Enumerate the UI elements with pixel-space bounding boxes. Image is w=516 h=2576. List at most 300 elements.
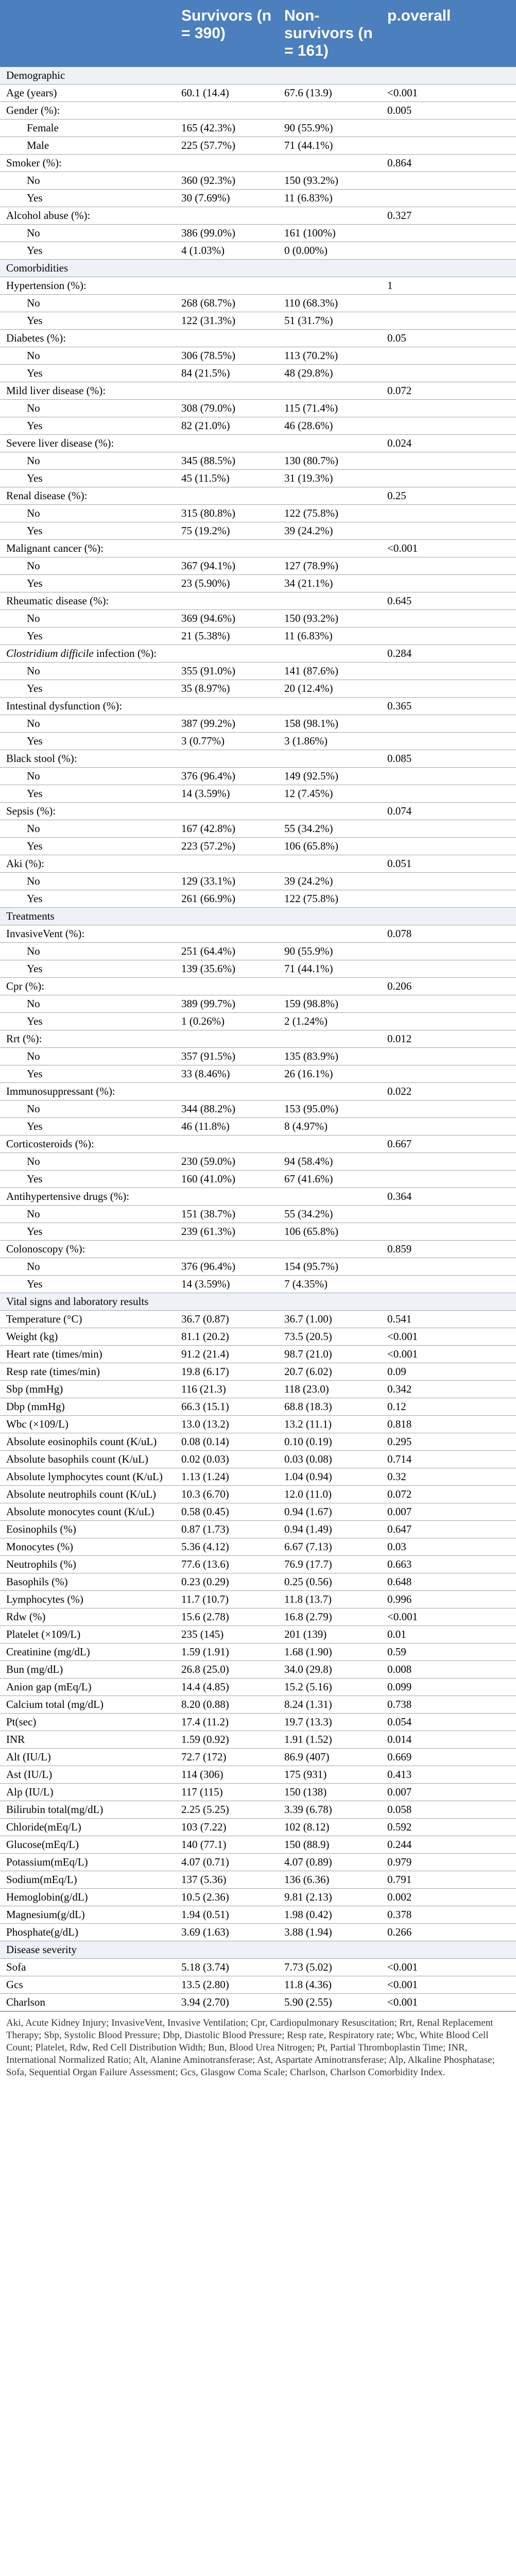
cell-variable: Yes bbox=[0, 1118, 175, 1136]
table-row bbox=[0, 1538, 516, 1556]
subcategory-row bbox=[0, 943, 516, 960]
cell-variable: No bbox=[0, 225, 175, 242]
cell-p-value bbox=[381, 295, 516, 312]
cell-p-value: 0.996 bbox=[381, 1591, 516, 1608]
cell-nonsurvivors bbox=[278, 207, 381, 225]
cell-p-value: <0.001 bbox=[381, 1346, 516, 1363]
cell-survivors: 5.36 (4.12) bbox=[175, 1538, 278, 1556]
cell-survivors: 77.6 (13.6) bbox=[175, 1556, 278, 1573]
table-row bbox=[0, 102, 516, 120]
cell-variable: No bbox=[0, 505, 175, 522]
subcategory-row bbox=[0, 557, 516, 575]
cell-survivors: 0.87 (1.73) bbox=[175, 1521, 278, 1538]
subcategory-row bbox=[0, 663, 516, 680]
cell-variable: No bbox=[0, 1048, 175, 1065]
table-row bbox=[0, 382, 516, 400]
cell-p-value: 0.413 bbox=[381, 1766, 516, 1784]
cell-nonsurvivors: 149 (92.5%) bbox=[278, 768, 381, 785]
cell-p-value bbox=[381, 1048, 516, 1065]
cell-nonsurvivors: 76.9 (17.7) bbox=[278, 1556, 381, 1573]
cell-p-value: 0.024 bbox=[381, 435, 516, 452]
subcategory-row bbox=[0, 522, 516, 540]
cell-variable: Yes bbox=[0, 960, 175, 978]
cell-variable: Weight (kg) bbox=[0, 1328, 175, 1346]
subcategory-row bbox=[0, 505, 516, 522]
cell-nonsurvivors: 68.8 (18.3) bbox=[278, 1398, 381, 1416]
cell-p-value: <0.001 bbox=[381, 1976, 516, 1994]
cell-p-value bbox=[381, 470, 516, 487]
cell-variable: Absolute neutrophils count (K/uL) bbox=[0, 1486, 175, 1503]
cell-variable: Vital signs and laboratory results bbox=[0, 1293, 175, 1311]
cell-nonsurvivors: 154 (95.7%) bbox=[278, 1258, 381, 1276]
cell-nonsurvivors: 6.67 (7.13) bbox=[278, 1538, 381, 1556]
cell-p-value bbox=[381, 680, 516, 698]
cell-nonsurvivors: 2 (1.24%) bbox=[278, 1013, 381, 1030]
cell-variable: Gcs bbox=[0, 1976, 175, 1994]
cell-p-value: 0.03 bbox=[381, 1538, 516, 1556]
cell-nonsurvivors bbox=[278, 803, 381, 820]
section-row bbox=[0, 260, 516, 277]
cell-variable: Intestinal dysfunction (%): bbox=[0, 698, 175, 715]
table-row bbox=[0, 1346, 516, 1363]
cell-survivors: 23 (5.90%) bbox=[175, 575, 278, 592]
cell-nonsurvivors bbox=[278, 1030, 381, 1048]
cell-variable: Creatinine (mg/dL) bbox=[0, 1643, 175, 1661]
cell-variable: Yes bbox=[0, 628, 175, 645]
cell-p-value bbox=[381, 1100, 516, 1118]
subcategory-row bbox=[0, 995, 516, 1013]
cell-nonsurvivors: 0 (0.00%) bbox=[278, 242, 381, 260]
cell-p-value: 0.647 bbox=[381, 1521, 516, 1538]
cell-survivors: 13.5 (2.80) bbox=[175, 1976, 278, 1994]
cell-survivors: 33 (8.46%) bbox=[175, 1065, 278, 1083]
cell-variable: Temperature (°C) bbox=[0, 1311, 175, 1328]
cell-nonsurvivors: 106 (65.8%) bbox=[278, 838, 381, 855]
subcategory-row bbox=[0, 960, 516, 978]
cell-nonsurvivors: 150 (138) bbox=[278, 1784, 381, 1801]
table-row bbox=[0, 1626, 516, 1643]
cell-p-value bbox=[381, 575, 516, 592]
table-row bbox=[0, 1959, 516, 1976]
cell-variable: Diabetes (%): bbox=[0, 330, 175, 347]
cell-nonsurvivors: 31 (19.3%) bbox=[278, 470, 381, 487]
cell-variable: Treatments bbox=[0, 908, 175, 925]
table-row bbox=[0, 277, 516, 295]
cell-variable: No bbox=[0, 995, 175, 1013]
table-row bbox=[0, 207, 516, 225]
cell-p-value: 0.32 bbox=[381, 1468, 516, 1486]
subcategory-row bbox=[0, 785, 516, 803]
table-row bbox=[0, 84, 516, 102]
cell-p-value bbox=[381, 1065, 516, 1083]
cell-survivors: 345 (88.5%) bbox=[175, 452, 278, 470]
cell-p-value: 0.645 bbox=[381, 592, 516, 610]
subcategory-row bbox=[0, 417, 516, 435]
cell-p-value bbox=[381, 838, 516, 855]
cell-variable: Potassium(mEq/L) bbox=[0, 1854, 175, 1871]
cell-variable: No bbox=[0, 1100, 175, 1118]
cell-variable: Antihypertensive drugs (%): bbox=[0, 1188, 175, 1206]
cell-survivors: 367 (94.1%) bbox=[175, 557, 278, 575]
cell-survivors: 151 (38.7%) bbox=[175, 1206, 278, 1223]
table-row bbox=[0, 1416, 516, 1433]
cell-survivors: 1.94 (0.51) bbox=[175, 1906, 278, 1924]
cell-survivors bbox=[175, 207, 278, 225]
cell-p-value bbox=[381, 172, 516, 190]
cell-nonsurvivors: 39 (24.2%) bbox=[278, 522, 381, 540]
cell-p-value bbox=[381, 768, 516, 785]
subcategory-row bbox=[0, 733, 516, 750]
cell-variable: Neutrophils (%) bbox=[0, 1556, 175, 1573]
cell-survivors: 369 (94.6%) bbox=[175, 610, 278, 628]
cell-p-value bbox=[381, 347, 516, 365]
cell-nonsurvivors bbox=[278, 382, 381, 400]
cell-variable: Yes bbox=[0, 1013, 175, 1030]
cell-nonsurvivors bbox=[278, 435, 381, 452]
table-row bbox=[0, 1696, 516, 1714]
cell-p-value: <0.001 bbox=[381, 1959, 516, 1976]
cell-p-value bbox=[381, 610, 516, 628]
cell-survivors bbox=[175, 645, 278, 663]
cell-variable: Absolute monocytes count (K/uL) bbox=[0, 1503, 175, 1521]
subcategory-row bbox=[0, 768, 516, 785]
cell-survivors: 167 (42.8%) bbox=[175, 820, 278, 838]
cell-p-value: 1 bbox=[381, 277, 516, 295]
cell-p-value: 0.09 bbox=[381, 1363, 516, 1381]
cell-nonsurvivors: 135 (83.9%) bbox=[278, 1048, 381, 1065]
subcategory-row bbox=[0, 242, 516, 260]
cell-survivors: 91.2 (21.4) bbox=[175, 1346, 278, 1363]
cell-variable: Smoker (%): bbox=[0, 155, 175, 172]
cell-nonsurvivors bbox=[278, 487, 381, 505]
cell-survivors bbox=[175, 1030, 278, 1048]
cell-variable: No bbox=[0, 820, 175, 838]
cell-variable: Yes bbox=[0, 312, 175, 330]
cell-variable: Hypertension (%): bbox=[0, 277, 175, 295]
table-row bbox=[0, 1924, 516, 1941]
subcategory-row bbox=[0, 172, 516, 190]
cell-p-value: 0.012 bbox=[381, 1030, 516, 1048]
cell-variable: Rrt (%): bbox=[0, 1030, 175, 1048]
subcategory-row bbox=[0, 190, 516, 207]
cell-variable: Sofa bbox=[0, 1959, 175, 1976]
cell-variable: Eosinophils (%) bbox=[0, 1521, 175, 1538]
cell-survivors bbox=[175, 978, 278, 995]
cell-survivors bbox=[175, 698, 278, 715]
cell-variable: No bbox=[0, 172, 175, 190]
cell-nonsurvivors: 11.8 (13.7) bbox=[278, 1591, 381, 1608]
cell-nonsurvivors bbox=[278, 102, 381, 120]
cell-survivors: 165 (42.3%) bbox=[175, 120, 278, 137]
cell-p-value bbox=[381, 960, 516, 978]
cell-p-value: 0.592 bbox=[381, 1819, 516, 1836]
cell-survivors: 0.23 (0.29) bbox=[175, 1573, 278, 1591]
cell-survivors bbox=[175, 803, 278, 820]
cell-variable: Absolute eosinophils count (K/uL) bbox=[0, 1433, 175, 1451]
section-row bbox=[0, 67, 516, 84]
table-row bbox=[0, 1749, 516, 1766]
cell-variable: Clostridium difficile infection (%): bbox=[0, 645, 175, 663]
cell-nonsurvivors: 71 (44.1%) bbox=[278, 137, 381, 155]
cell-nonsurvivors: 8 (4.97%) bbox=[278, 1118, 381, 1136]
subcategory-row bbox=[0, 452, 516, 470]
cell-variable: Hemoglobin(g/dL) bbox=[0, 1889, 175, 1906]
cell-variable: Aki (%): bbox=[0, 855, 175, 873]
cell-nonsurvivors: 3 (1.86%) bbox=[278, 733, 381, 750]
cell-variable: Yes bbox=[0, 733, 175, 750]
cell-p-value: 0.206 bbox=[381, 978, 516, 995]
cell-variable: Yes bbox=[0, 680, 175, 698]
cell-p-value bbox=[381, 715, 516, 733]
cell-variable: Heart rate (times/min) bbox=[0, 1346, 175, 1363]
cell-nonsurvivors: 9.81 (2.13) bbox=[278, 1889, 381, 1906]
cell-nonsurvivors: 1.68 (1.90) bbox=[278, 1643, 381, 1661]
cell-p-value: <0.001 bbox=[381, 540, 516, 557]
cell-variable: No bbox=[0, 610, 175, 628]
cell-p-value bbox=[381, 1223, 516, 1241]
cell-p-value: <0.001 bbox=[381, 1994, 516, 2011]
table-row bbox=[0, 1766, 516, 1784]
cell-p-value bbox=[381, 1153, 516, 1171]
table-row bbox=[0, 1871, 516, 1889]
cell-nonsurvivors bbox=[278, 1941, 381, 1959]
cell-variable: No bbox=[0, 347, 175, 365]
cell-survivors bbox=[175, 102, 278, 120]
cell-p-value: 0.284 bbox=[381, 645, 516, 663]
cell-p-value bbox=[381, 242, 516, 260]
header-variable bbox=[0, 0, 175, 67]
cell-nonsurvivors bbox=[278, 925, 381, 943]
cell-survivors: 357 (91.5%) bbox=[175, 1048, 278, 1065]
table-row bbox=[0, 1608, 516, 1626]
cell-survivors: 139 (35.6%) bbox=[175, 960, 278, 978]
cell-nonsurvivors: 1.91 (1.52) bbox=[278, 1731, 381, 1749]
cell-p-value: 0.541 bbox=[381, 1311, 516, 1328]
subcategory-row bbox=[0, 295, 516, 312]
cell-variable: Rheumatic disease (%): bbox=[0, 592, 175, 610]
subcategory-row bbox=[0, 820, 516, 838]
cell-survivors: 223 (57.2%) bbox=[175, 838, 278, 855]
cell-p-value: 0.738 bbox=[381, 1696, 516, 1714]
cell-survivors: 35 (8.97%) bbox=[175, 680, 278, 698]
table-row bbox=[0, 1994, 516, 2011]
table-row bbox=[0, 1136, 516, 1153]
cell-p-value bbox=[381, 312, 516, 330]
cell-variable: Bun (mg/dL) bbox=[0, 1661, 175, 1679]
cell-survivors bbox=[175, 260, 278, 277]
table-body bbox=[0, 67, 516, 2011]
cell-nonsurvivors: 94 (58.4%) bbox=[278, 1153, 381, 1171]
cell-p-value bbox=[381, 873, 516, 890]
cell-survivors: 3.69 (1.63) bbox=[175, 1924, 278, 1941]
cell-survivors: 17.4 (11.2) bbox=[175, 1714, 278, 1731]
cell-survivors: 315 (80.8%) bbox=[175, 505, 278, 522]
cell-p-value: 0.59 bbox=[381, 1643, 516, 1661]
table-row bbox=[0, 1906, 516, 1924]
cell-survivors: 0.58 (0.45) bbox=[175, 1503, 278, 1521]
cell-survivors: 360 (92.3%) bbox=[175, 172, 278, 190]
table-row bbox=[0, 1643, 516, 1661]
cell-nonsurvivors: 113 (70.2%) bbox=[278, 347, 381, 365]
cell-p-value: 0.007 bbox=[381, 1784, 516, 1801]
cell-nonsurvivors: 73.5 (20.5) bbox=[278, 1328, 381, 1346]
cell-variable: Sbp (mmHg) bbox=[0, 1381, 175, 1398]
cell-p-value: 0.864 bbox=[381, 155, 516, 172]
cell-variable: Severe liver disease (%): bbox=[0, 435, 175, 452]
cell-p-value: 0.078 bbox=[381, 925, 516, 943]
cell-p-value: <0.001 bbox=[381, 1608, 516, 1626]
cell-p-value bbox=[381, 190, 516, 207]
cell-variable: No bbox=[0, 1153, 175, 1171]
table-row bbox=[0, 487, 516, 505]
table-row bbox=[0, 1468, 516, 1486]
cell-p-value bbox=[381, 1171, 516, 1188]
cell-variable: No bbox=[0, 873, 175, 890]
cell-survivors: 122 (31.3%) bbox=[175, 312, 278, 330]
cell-nonsurvivors: 1.04 (0.94) bbox=[278, 1468, 381, 1486]
cell-survivors bbox=[175, 750, 278, 768]
cell-survivors: 230 (59.0%) bbox=[175, 1153, 278, 1171]
cell-variable: Glucose(mEq/L) bbox=[0, 1836, 175, 1854]
cell-p-value: 0.007 bbox=[381, 1503, 516, 1521]
cell-p-value: 0.072 bbox=[381, 382, 516, 400]
table-row bbox=[0, 698, 516, 715]
cell-survivors: 103 (7.22) bbox=[175, 1819, 278, 1836]
table-row bbox=[0, 1731, 516, 1749]
cell-variable: Dbp (mmHg) bbox=[0, 1398, 175, 1416]
cell-p-value: 0.378 bbox=[381, 1906, 516, 1924]
cell-nonsurvivors: 150 (93.2%) bbox=[278, 610, 381, 628]
cell-variable: Anion gap (mEq/L) bbox=[0, 1679, 175, 1696]
cell-nonsurvivors: 90 (55.9%) bbox=[278, 943, 381, 960]
cell-variable: Alt (IU/L) bbox=[0, 1749, 175, 1766]
cell-nonsurvivors: 0.25 (0.56) bbox=[278, 1573, 381, 1591]
cell-p-value bbox=[381, 400, 516, 417]
cell-variable: Male bbox=[0, 137, 175, 155]
cell-variable: Yes bbox=[0, 190, 175, 207]
table-row bbox=[0, 1714, 516, 1731]
cell-variable: No bbox=[0, 1206, 175, 1223]
cell-survivors: 36.7 (0.87) bbox=[175, 1311, 278, 1328]
cell-nonsurvivors bbox=[278, 645, 381, 663]
cell-p-value bbox=[381, 943, 516, 960]
cell-p-value bbox=[381, 663, 516, 680]
cell-nonsurvivors: 67.6 (13.9) bbox=[278, 84, 381, 102]
cell-nonsurvivors: 36.7 (1.00) bbox=[278, 1311, 381, 1328]
cell-nonsurvivors bbox=[278, 1188, 381, 1206]
cell-survivors bbox=[175, 925, 278, 943]
cell-variable: Resp rate (times/min) bbox=[0, 1363, 175, 1381]
cell-p-value: 0.342 bbox=[381, 1381, 516, 1398]
subcategory-row bbox=[0, 610, 516, 628]
cell-nonsurvivors: 5.90 (2.55) bbox=[278, 1994, 381, 2011]
cell-p-value: 0.085 bbox=[381, 750, 516, 768]
cell-nonsurvivors: 130 (80.7%) bbox=[278, 452, 381, 470]
cell-survivors: 129 (33.1%) bbox=[175, 873, 278, 890]
cell-survivors: 306 (78.5%) bbox=[175, 347, 278, 365]
cell-survivors bbox=[175, 1083, 278, 1100]
cell-variable: Disease severity bbox=[0, 1941, 175, 1959]
cell-variable: No bbox=[0, 715, 175, 733]
cell-variable: Colonoscopy (%): bbox=[0, 1241, 175, 1258]
cell-nonsurvivors: 34.0 (29.8) bbox=[278, 1661, 381, 1679]
cell-nonsurvivors: 19.7 (13.3) bbox=[278, 1714, 381, 1731]
cell-variable: Renal disease (%): bbox=[0, 487, 175, 505]
cell-p-value bbox=[381, 890, 516, 908]
table-row bbox=[0, 1819, 516, 1836]
cell-nonsurvivors: 153 (95.0%) bbox=[278, 1100, 381, 1118]
cell-nonsurvivors bbox=[278, 750, 381, 768]
cell-variable: No bbox=[0, 768, 175, 785]
cell-nonsurvivors: 110 (68.3%) bbox=[278, 295, 381, 312]
cell-p-value: 0.791 bbox=[381, 1871, 516, 1889]
cell-variable: Absolute basophils count (K/uL) bbox=[0, 1451, 175, 1468]
cell-p-value bbox=[381, 1293, 516, 1311]
cell-nonsurvivors: 161 (100%) bbox=[278, 225, 381, 242]
cell-variable: Yes bbox=[0, 470, 175, 487]
cell-variable: Charlson bbox=[0, 1994, 175, 2011]
cell-variable: Pt(sec) bbox=[0, 1714, 175, 1731]
cell-variable: InvasiveVent (%): bbox=[0, 925, 175, 943]
subcategory-row bbox=[0, 628, 516, 645]
subcategory-row bbox=[0, 1258, 516, 1276]
cell-p-value: 0.014 bbox=[381, 1731, 516, 1749]
cell-nonsurvivors: 15.2 (5.16) bbox=[278, 1679, 381, 1696]
cell-nonsurvivors: 122 (75.8%) bbox=[278, 505, 381, 522]
cell-variable: Bilirubin total(mg/dL) bbox=[0, 1801, 175, 1819]
cell-variable: Magnesium(g/dL) bbox=[0, 1906, 175, 1924]
cell-nonsurvivors bbox=[278, 1293, 381, 1311]
cell-variable: No bbox=[0, 295, 175, 312]
cell-p-value bbox=[381, 557, 516, 575]
cell-variable: Yes bbox=[0, 1065, 175, 1083]
table-row bbox=[0, 592, 516, 610]
cell-p-value bbox=[381, 1118, 516, 1136]
cell-nonsurvivors: 150 (93.2%) bbox=[278, 172, 381, 190]
cell-nonsurvivors: 55 (34.2%) bbox=[278, 820, 381, 838]
cell-p-value bbox=[381, 628, 516, 645]
cell-variable: Age (years) bbox=[0, 84, 175, 102]
cell-p-value: 0.12 bbox=[381, 1398, 516, 1416]
cell-variable: Female bbox=[0, 120, 175, 137]
cell-p-value bbox=[381, 1258, 516, 1276]
cell-survivors: 376 (96.4%) bbox=[175, 768, 278, 785]
cell-survivors bbox=[175, 855, 278, 873]
cell-variable: Black stool (%): bbox=[0, 750, 175, 768]
cell-nonsurvivors: 20 (12.4%) bbox=[278, 680, 381, 698]
cell-p-value: 0.002 bbox=[381, 1889, 516, 1906]
cell-nonsurvivors: 3.88 (1.94) bbox=[278, 1924, 381, 1941]
cell-nonsurvivors: 71 (44.1%) bbox=[278, 960, 381, 978]
cell-p-value bbox=[381, 120, 516, 137]
cell-survivors bbox=[175, 330, 278, 347]
cell-nonsurvivors: 0.03 (0.08) bbox=[278, 1451, 381, 1468]
cell-p-value: <0.001 bbox=[381, 84, 516, 102]
cell-nonsurvivors: 1.98 (0.42) bbox=[278, 1906, 381, 1924]
cell-nonsurvivors bbox=[278, 1136, 381, 1153]
cell-survivors: 3 (0.77%) bbox=[175, 733, 278, 750]
cell-nonsurvivors: 175 (931) bbox=[278, 1766, 381, 1784]
table-row bbox=[0, 1679, 516, 1696]
cell-survivors: 4 (1.03%) bbox=[175, 242, 278, 260]
subcategory-row bbox=[0, 1276, 516, 1293]
subcategory-row bbox=[0, 312, 516, 330]
cell-nonsurvivors bbox=[278, 277, 381, 295]
cell-survivors: 26.8 (25.0) bbox=[175, 1661, 278, 1679]
cell-p-value bbox=[381, 225, 516, 242]
cell-survivors: 389 (99.7%) bbox=[175, 995, 278, 1013]
cell-p-value bbox=[381, 995, 516, 1013]
